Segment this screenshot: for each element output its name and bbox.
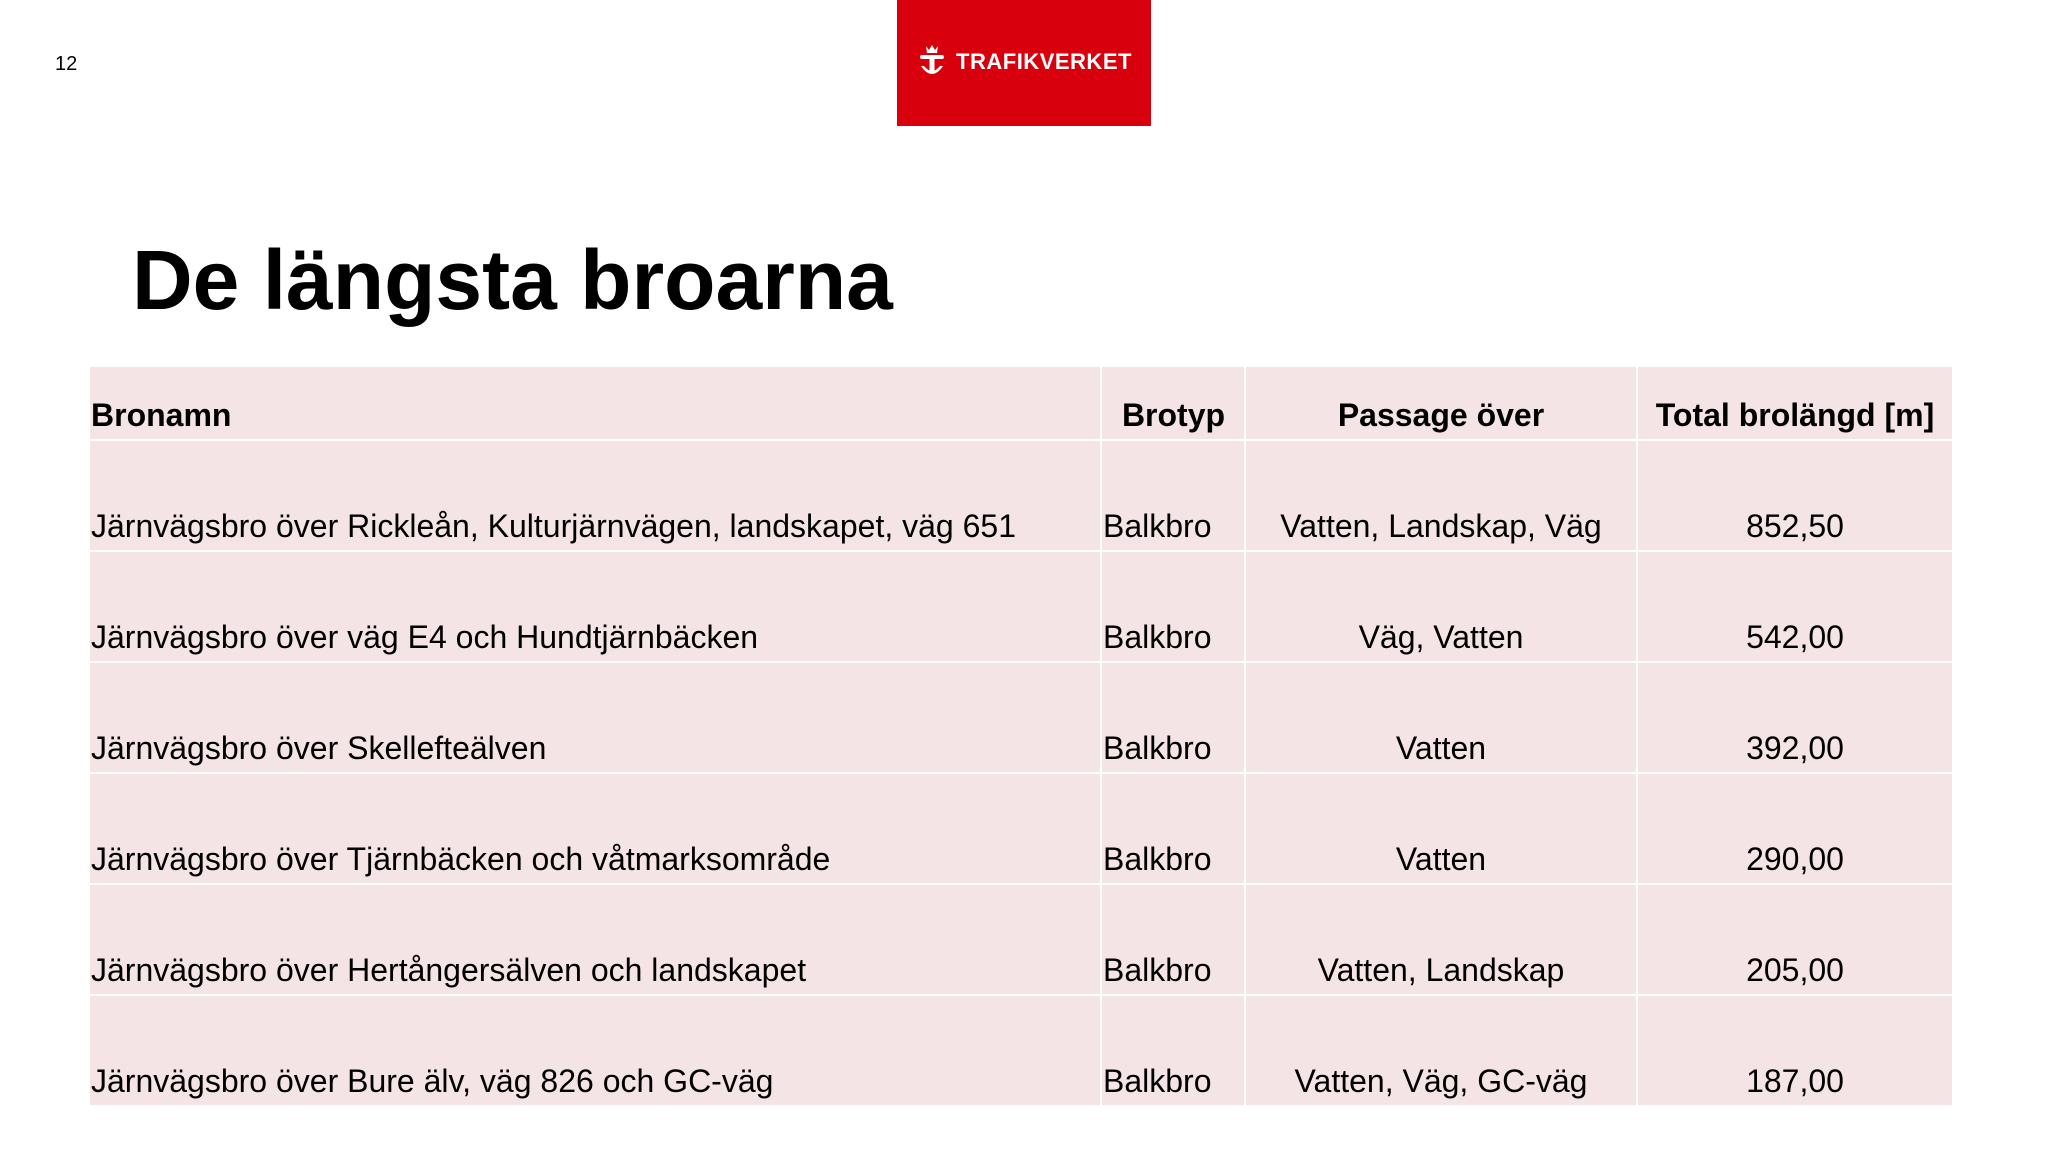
cell-passage: Vatten <box>1245 662 1637 773</box>
cell-passage: Vatten, Landskap <box>1245 884 1637 995</box>
cell-passage: Vatten, Väg, GC-väg <box>1245 995 1637 1106</box>
cell-bronamn: Järnvägsbro över väg E4 och Hundtjärnbäcken <box>89 551 1101 662</box>
cell-length: 187,00 <box>1637 995 1953 1106</box>
cell-bronamn: Järnvägsbro över Bure älv, väg 826 och GC-väg <box>89 995 1101 1106</box>
cell-passage: Vatten <box>1245 773 1637 884</box>
cell-length: 205,00 <box>1637 884 1953 995</box>
cell-bronamn: Järnvägsbro över Tjärnbäcken och våtmarksområde <box>89 773 1101 884</box>
table-row <box>89 440 1953 551</box>
table-row <box>89 884 1953 995</box>
header-brotyp: Brotyp <box>1101 366 1245 440</box>
table-row <box>89 995 1953 1106</box>
trafikverket-logo <box>897 0 1151 126</box>
cell-brotyp: Balkbro <box>1101 995 1245 1106</box>
cell-bronamn: Järnvägsbro över Rickleån, Kulturjärnvägen, landskapet, väg 651 <box>89 440 1101 551</box>
cell-bronamn: Järnvägsbro över Hertångersälven och landskapet <box>89 884 1101 995</box>
bridges-table-container <box>88 365 1952 1107</box>
cell-bronamn: Järnvägsbro över Skellefteälven <box>89 662 1101 773</box>
trafikverket-crown-emblem-icon <box>916 42 948 82</box>
cell-brotyp: Balkbro <box>1101 884 1245 995</box>
table-header-row <box>89 366 1953 440</box>
cell-length: 392,00 <box>1637 662 1953 773</box>
cell-length: 852,50 <box>1637 440 1953 551</box>
cell-passage: Väg, Vatten <box>1245 551 1637 662</box>
header-total-length: Total brolängd [m] <box>1637 366 1953 440</box>
cell-length: 290,00 <box>1637 773 1953 884</box>
cell-passage: Vatten, Landskap, Väg <box>1245 440 1637 551</box>
table-row <box>89 662 1953 773</box>
table-row <box>89 551 1953 662</box>
header-passage: Passage över <box>1245 366 1637 440</box>
header-bronamn: Bronamn <box>89 366 1101 440</box>
bridges-table <box>88 365 1954 1107</box>
cell-brotyp: Balkbro <box>1101 551 1245 662</box>
page-title: De längsta broarna <box>132 233 893 327</box>
cell-brotyp: Balkbro <box>1101 773 1245 884</box>
cell-brotyp: Balkbro <box>1101 662 1245 773</box>
table-row <box>89 773 1953 884</box>
logo-text: TRAFIKVERKET <box>956 49 1132 74</box>
cell-length: 542,00 <box>1637 551 1953 662</box>
page-number: 12 <box>55 53 78 75</box>
cell-brotyp: Balkbro <box>1101 440 1245 551</box>
